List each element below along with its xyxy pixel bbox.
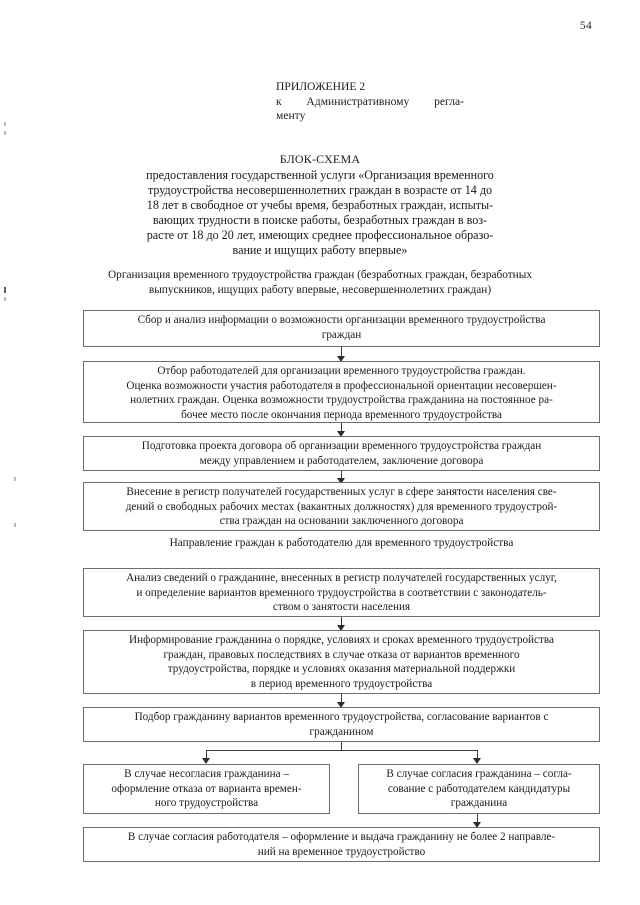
flow-box-citizen-consent <box>358 764 600 814</box>
flow-box-citizen-refusal <box>83 764 330 814</box>
flow-box-line: дений о свободных рабочих местах (вакантных должностях) для временного трудоустрой- <box>125 500 558 513</box>
page-number: 54 <box>579 20 592 32</box>
flow-box-line: Оценка возможности участия работодателя в профессиональной ориентации несовершен- <box>126 379 557 392</box>
scan-speck <box>14 477 16 481</box>
flow-box-line: Подбор гражданину вариантов временного трудоустройства, согласование вариантов с <box>134 711 549 723</box>
flow-box-contract-draft <box>83 436 600 471</box>
flow-box-line: Информирование гражданина о порядке, условиях и сроках временного трудоустройства <box>129 634 554 646</box>
flow-box-line: ством о занятости населения <box>272 601 411 614</box>
title-line: 18 лет в свободное от учебы время, безработных граждан, испыты- <box>146 198 494 213</box>
title-body <box>84 168 556 259</box>
title-line: предоставления государственной услуги «Организация временного <box>146 168 494 182</box>
scan-speck <box>14 523 16 527</box>
flow-box-line: и определение вариантов временного трудоустройства в соответствии с законодатель- <box>136 586 547 599</box>
connector-split-stem <box>341 742 342 750</box>
flow-box-employer-consent <box>83 827 600 862</box>
title-line: вающих трудности в поиске работы, безработных граждан в воз- <box>152 213 488 228</box>
flow-box-line: Анализ сведений о гражданине, внесенных в регистр получателей государственных услуг, <box>126 572 557 584</box>
flow-box-employer-selection <box>83 361 600 423</box>
flow-box-line: Сбор и анализ информации о возможности организации временного трудоустройства <box>137 314 546 326</box>
flow-box-line: между управлением и работодателем, заключение договора <box>199 454 484 467</box>
flow-box-line: Подготовка проекта договора об организации временного трудоустройства граждан <box>141 440 542 452</box>
scan-speck <box>4 122 6 126</box>
flow-box-line: нолетних граждан. Оценка возможности трудоустройства гражданина на постоянное ра- <box>130 394 553 407</box>
title-line: расте от 18 до 20 лет, имеющих среднее профессиональное образо- <box>146 228 494 243</box>
flow-box-option-matching <box>83 707 600 742</box>
flow-box-registry-entry <box>83 482 600 531</box>
flow-box-line: В случае согласия гражданина – согла- <box>386 768 572 780</box>
appendix-line-2: к Административному регла- <box>276 94 464 108</box>
flow-box-line: граждан, правовых последствиях в случае отказа от вариантов временного <box>163 648 520 661</box>
title-line: вание и ищущих работу впервые» <box>232 243 408 258</box>
flow-box-line: Внесение в регистр получателей государственных услуг в сфере занятости населения све- <box>126 486 557 498</box>
flow-box-line: ного трудоустройства <box>154 797 259 810</box>
appendix-reference <box>276 80 464 124</box>
flow-box-line: гражданина <box>450 797 508 810</box>
flow-box-line: В случае несогласия гражданина – <box>124 768 289 780</box>
title-line: трудоустройства несовершеннолетних граждан в возрасте от 14 до <box>147 183 493 198</box>
connector-split-bar <box>206 750 477 751</box>
flow-box-line: трудоустройства, порядке и условиях оказания материальной поддержки <box>167 663 516 676</box>
flow-box-line: сование с работодателем кандидатуры <box>387 782 571 795</box>
intro-line: выпускников, ищущих работу впервые, несовершеннолетних граждан) <box>148 284 492 296</box>
flow-box-line: оформление отказа от варианта времен- <box>111 782 302 795</box>
scan-speck <box>4 287 6 293</box>
flow-box-line: граждан <box>321 328 362 341</box>
flow-box-citizen-informing <box>83 630 600 694</box>
appendix-line-1: ПРИЛОЖЕНИЕ 2 <box>276 80 366 93</box>
flow-box-line: Отбор работодателей для организации временного трудоустройства граждан. <box>157 365 526 377</box>
intro-line: Организация временного трудоустройства граждан (безработных граждан, безработных <box>108 269 532 281</box>
scan-speck <box>4 131 6 135</box>
document-title <box>84 152 556 259</box>
flow-box-citizen-data-analysis <box>83 568 600 617</box>
flow-box-line: гражданином <box>309 725 374 738</box>
flow-label-referral: Направление граждан к работодателю для временного трудоустройства <box>169 537 514 549</box>
scan-speck <box>4 297 6 301</box>
intro-paragraph <box>60 268 580 298</box>
title-heading: БЛОК-СХЕМА <box>279 152 361 166</box>
flow-box-line: В случае согласия работодателя – оформление и выдача гражданину не более 2 направле- <box>127 831 556 843</box>
flow-box-line: ства граждан на основании заключенного договора <box>219 515 464 528</box>
flow-box-line: бочее место после окончания периода временного трудоустройства <box>181 408 502 421</box>
flow-box-line: ний на временное трудоустройство <box>257 845 426 858</box>
appendix-line-3: менту <box>276 109 306 123</box>
flow-box-collect-analyze <box>83 310 600 347</box>
flow-box-line: в период временного трудоустройства <box>250 677 433 690</box>
